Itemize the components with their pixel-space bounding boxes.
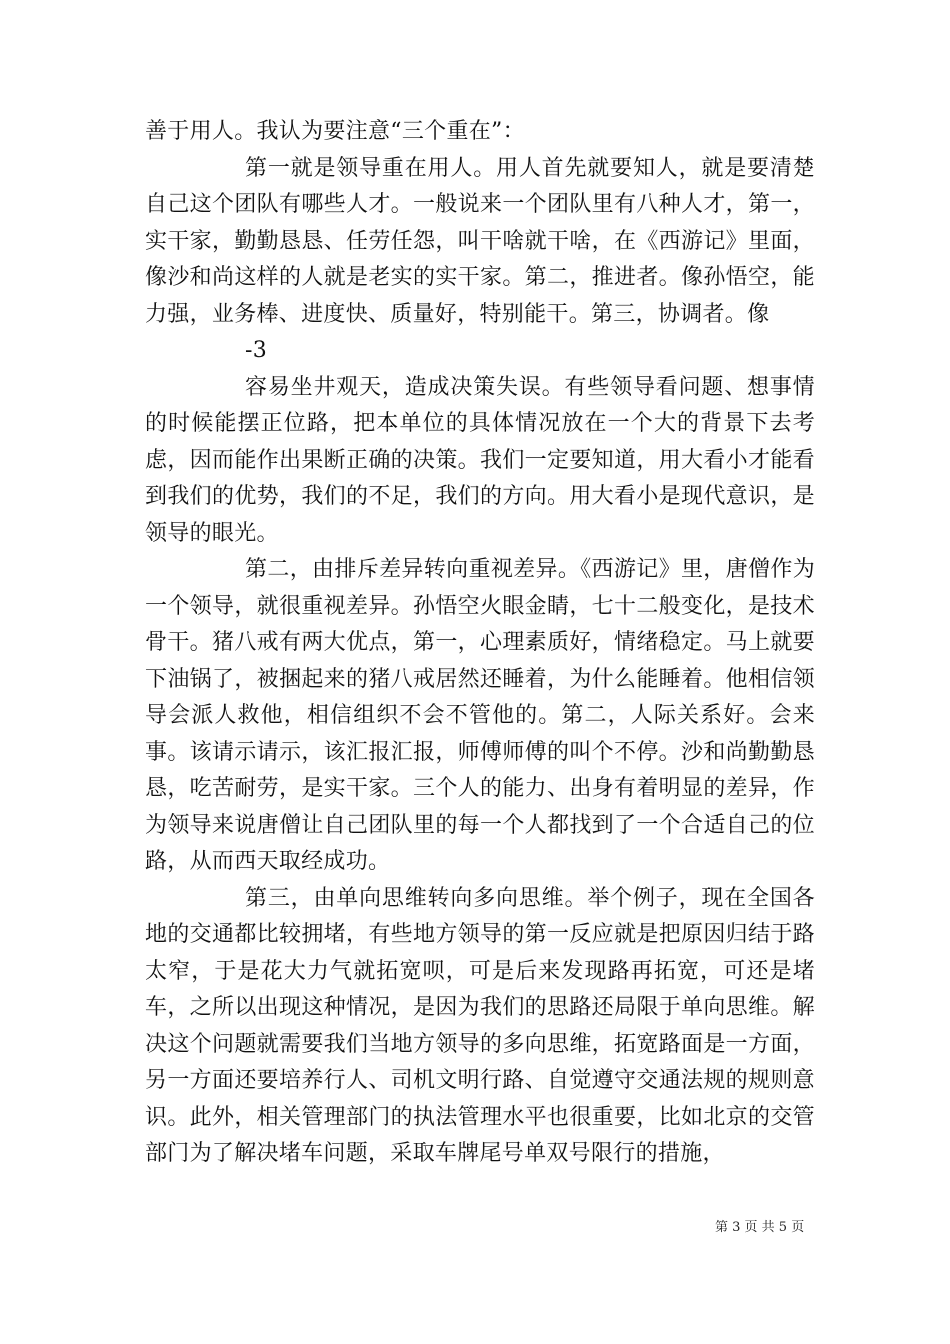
paragraph-first-point: 第一就是领导重在用人。用人首先就要知人，就是要清楚自己这个团队有哪些人才。一般说来一个团队里有八种人才，第一，实干家，勤勤恳恳、任劳任怨，叫干啥就干啥，在《西游记》里面，像沙和尚这样的人就是老实的实干家。第二，推进者。像孙悟空，能力强，业务棒、进度快、质量好，特别能干。第三，协调者。像	[145, 155, 815, 327]
paragraph-third-point: 第三，由单向思维转向多向思维。举个例子，现在全国各地的交通都比较拥堵，有些地方领导的第一反应就是把原因归结于路太窄，于是花大力气就拓宽呗，可是后来发现路再拓宽，可还是堵车，之所以出现这种情况，是因为我们的思路还局限于单向思维。解决这个问题就需要我们当地方领导的多向思维，拓宽路面是一方面，另一方面还要培养行人、司机文明行路、自觉遵守交通法规的规则意识。此外，相关管理部门的执法管理水平也很重要，比如北京的交管部门为了解决堵车问题，采取车牌尾号单双号限行的措施，	[145, 885, 815, 1166]
paragraph-intro: 善于用人。我认为要注意“三个重在”：	[145, 119, 525, 144]
page-break-marker: -3	[245, 338, 268, 363]
paragraph-decision: 容易坐井观天，造成决策失误。有些领导看问题、想事情的时候能摆正位路，把本单位的具体情况放在一个大的背景下去考虑，因而能作出果断正确的决策。我们一定要知道，用大看小才能看到我们的优势，我们的不足，我们的方向。用大看小是现代意识，是领导的眼光。	[145, 374, 815, 546]
body-text	[145, 114, 815, 1173]
page-number-footer: 第 3 页 共 5 页	[715, 1220, 805, 1235]
paragraph-second-point: 第二，由排斥差异转向重视差异。《西游记》里，唐僧作为一个领导，就很重视差异。孙悟空火眼金睛，七十二般变化，是技术骨干。猪八戒有两大优点，第一，心理素质好，情绪稳定。马上就要下油锅了，被捆起来的猪八戒居然还睡着，为什么能睡着。他相信领导会派人救他，相信组织不会不管他的。第二，人际关系好。会来事。该请示请示，该汇报汇报，师傅师傅的叫个不停。沙和尚勤勤恳恳，吃苦耐劳，是实干家。三个人的能力、出身有着明显的差异，作为领导来说唐僧让自己团队里的每一个人都找到了一个合适自己的位路，从而西天取经成功。	[145, 557, 815, 874]
